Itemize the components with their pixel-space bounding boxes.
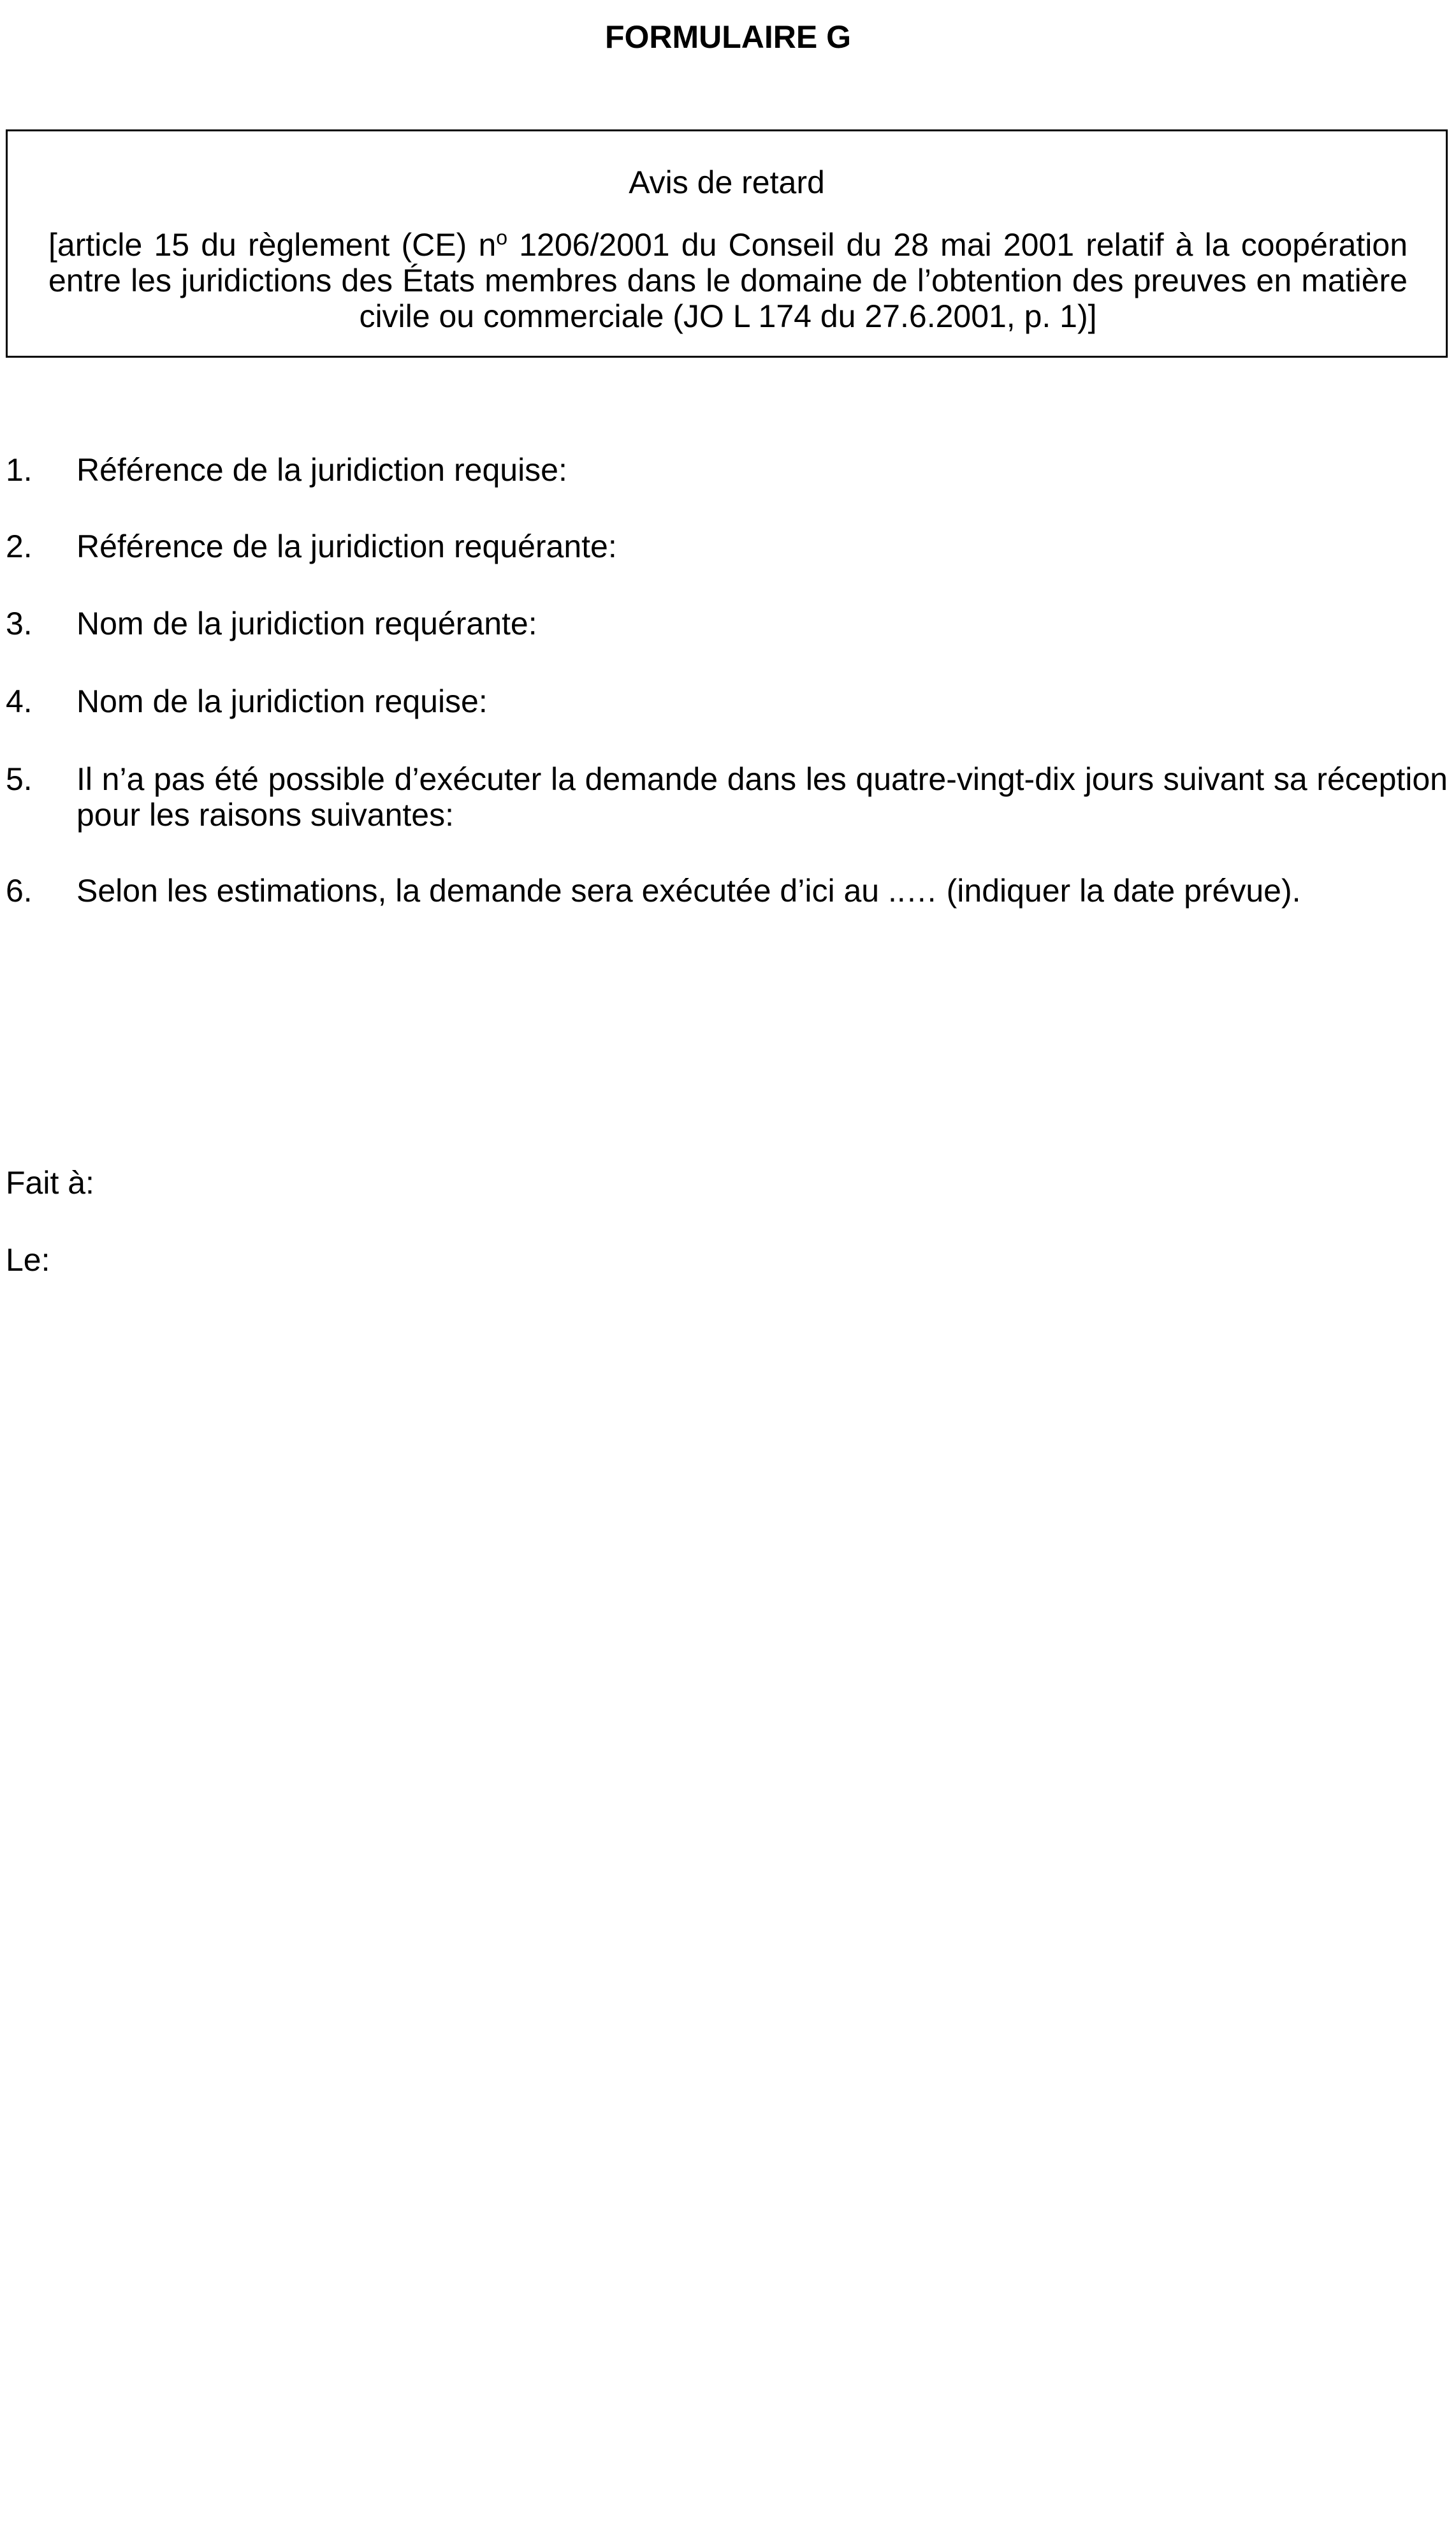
item-2 xyxy=(6,529,1448,564)
item-3 xyxy=(6,606,1448,641)
item-6 xyxy=(6,873,1448,909)
date-label: Le: xyxy=(6,1242,50,1278)
item-label: Nom de la juridiction requérante: xyxy=(76,606,537,641)
item-number: 3. xyxy=(6,606,33,641)
place-label: Fait à: xyxy=(6,1165,94,1201)
reference-text-end: 1206/2001 du Conseil du 28 mai 2001 relatif à la coopération entre les juridictions des États membres dans le domaine de l’obtention des preuves en matière civile ou commerciale (JO L 174 du 27.6.2001, p. 1)] xyxy=(48,227,1408,334)
item-number: 5. xyxy=(6,761,33,797)
item-label: Selon les estimations, la demande sera exécutée d’ici au ..… (indiquer la date prévue). xyxy=(76,873,1301,909)
item-number: 1. xyxy=(6,452,33,488)
item-number: 4. xyxy=(6,684,33,719)
item-label: Il n’a pas été possible d’exécuter la demande dans les quatre-vingt-dix jours suivant sa réception pour les raisons suivantes: xyxy=(76,761,1448,833)
reference-text-start: [article 15 du règlement (CE) n xyxy=(48,227,497,263)
regulation-reference xyxy=(48,227,1408,334)
item-label: Référence de la juridiction requise: xyxy=(76,452,567,488)
form-title: FORMULAIRE G xyxy=(604,19,852,55)
item-number: 6. xyxy=(6,873,33,909)
notice-title: Avis de retard xyxy=(629,165,825,200)
item-number: 2. xyxy=(6,529,33,564)
item-4 xyxy=(6,684,1448,719)
item-label: Nom de la juridiction requise: xyxy=(76,684,488,719)
reference-superscript: o xyxy=(496,226,508,249)
header-box xyxy=(6,129,1448,358)
item-label: Référence de la juridiction requérante: xyxy=(76,529,617,564)
item-5 xyxy=(6,761,1448,833)
item-1 xyxy=(6,452,1448,488)
